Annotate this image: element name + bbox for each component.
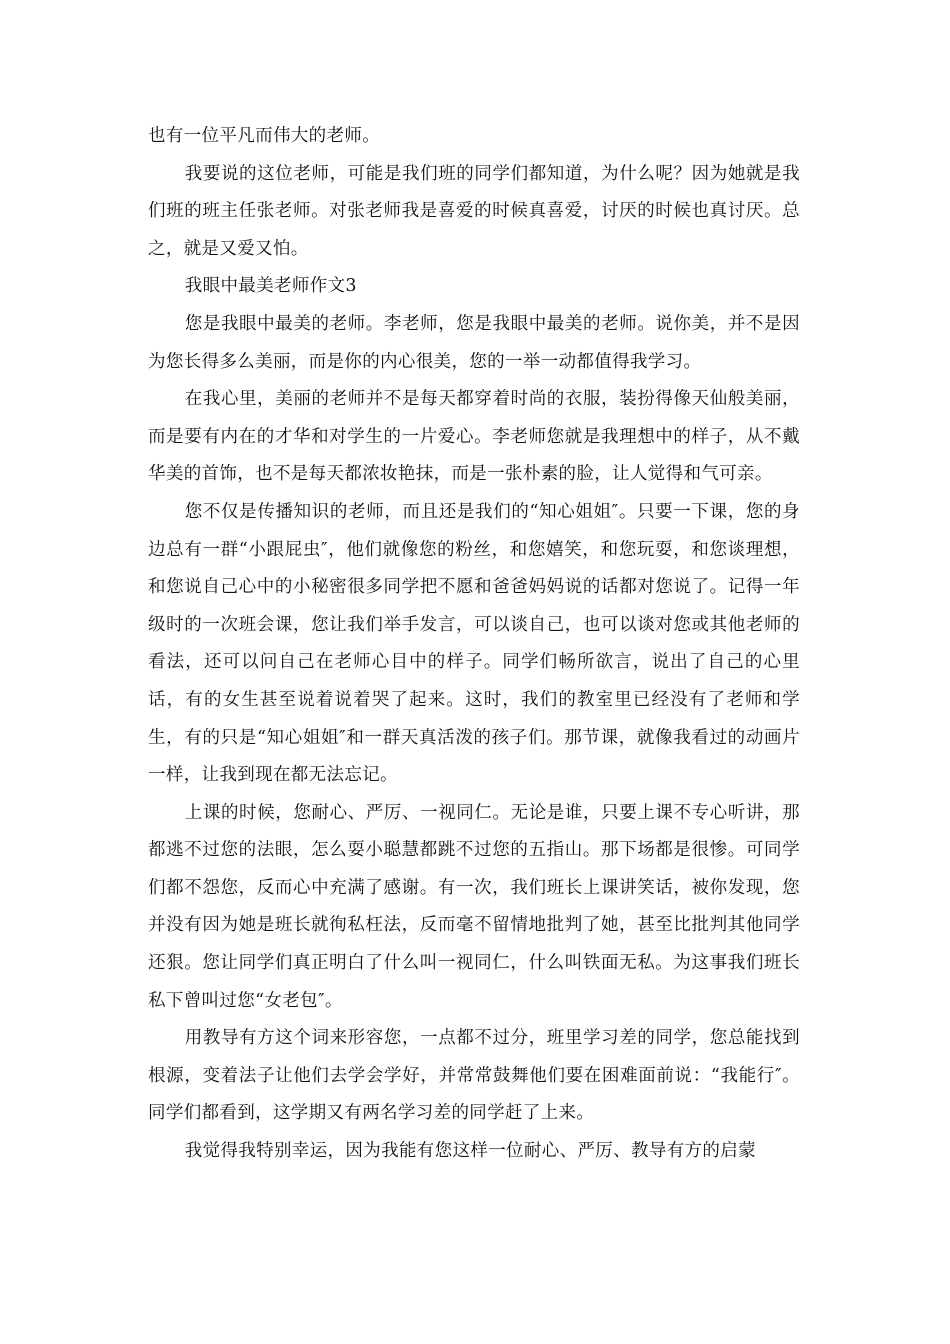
paragraph-5: 您不仅是传播知识的老师，而且还是我们的“知心姐姐″。只要一下课，您的身边总有一群“小跟屁虫″，他们就像您的粉丝，和您嬉笑，和您玩耍，和您谈理想，和您说自己心中的小秘密很多同学把不愿和爸爸妈妈说的话都对您说了。记得一年级时的一次班会课，您让我们举手发言，可以谈自己，也可以谈对您或其他老师的看法，还可以问自己在老师心目中的样子。同学们畅所欲言，说出了自己的心里话，有的女生甚至说着说着哭了起来。这时，我们的教室里已经没有了老师和学生，有的只是“知心姐姐″和一群天真活泼的孩子们。那节课，就像我看过的动画片一样，让我到现在都无法忘记。 xyxy=(148,501,800,786)
paragraph-8: 我觉得我特别幸运，因为我能有您这样一位耐心、严厉、教导有方的启蒙 xyxy=(184,1141,756,1162)
paragraph-1: 也有一位平凡而伟大的老师。 xyxy=(148,126,381,146)
paragraph-7: 用教导有方这个词来形容您，一点都不过分，班里学习差的同学，您总能找到根源，变着法子让他们去学会学好，并常常鼓舞他们要在困难面前说：“我能行″。同学们都看到，这学期又有两名学习差的同学赶了上来。 xyxy=(148,1028,800,1124)
section-heading: 我眼中最美老师作文3 xyxy=(184,276,357,297)
document-body xyxy=(148,118,800,1171)
paragraph-2: 我要说的这位老师，可能是我们班的同学们都知道，为什么呢？因为她就是我们班的班主任张老师。对张老师我是喜爱的时候真喜爱，讨厌的时候也真讨厌。总之，就是又爱又怕。 xyxy=(148,163,800,259)
paragraph-3: 您是我眼中最美的老师。李老师，您是我眼中最美的老师。说你美，并不是因为您长得多么美丽，而是你的内心很美，您的一举一动都值得我学习。 xyxy=(148,313,800,372)
paragraph-4: 在我心里，美丽的老师并不是每天都穿着时尚的衣服，装扮得像天仙般美丽，而是要有内在的才华和对学生的一片爱心。李老师您就是我理想中的样子，从不戴华美的首饰，也不是每天都浓妆艳抹，而是一张朴素的脸，让人觉得和气可亲。 xyxy=(148,389,800,485)
paragraph-6: 上课的时候，您耐心、严厉、一视同仁。无论是谁，只要上课不专心听讲，那都逃不过您的法眼，怎么耍小聪慧都跳不过您的五指山。那下场都是很惨。可同学们都不怨您，反而心中充满了感谢。有一次，我们班长上课讲笑话，被你发现，您并没有因为她是班长就徇私枉法，反而毫不留情地批判了她，甚至比批判其他同学还狠。您让同学们真正明白了什么叫一视同仁，什么叫铁面无私。为这事我们班长私下曾叫过您“女老包″。 xyxy=(148,802,800,1011)
